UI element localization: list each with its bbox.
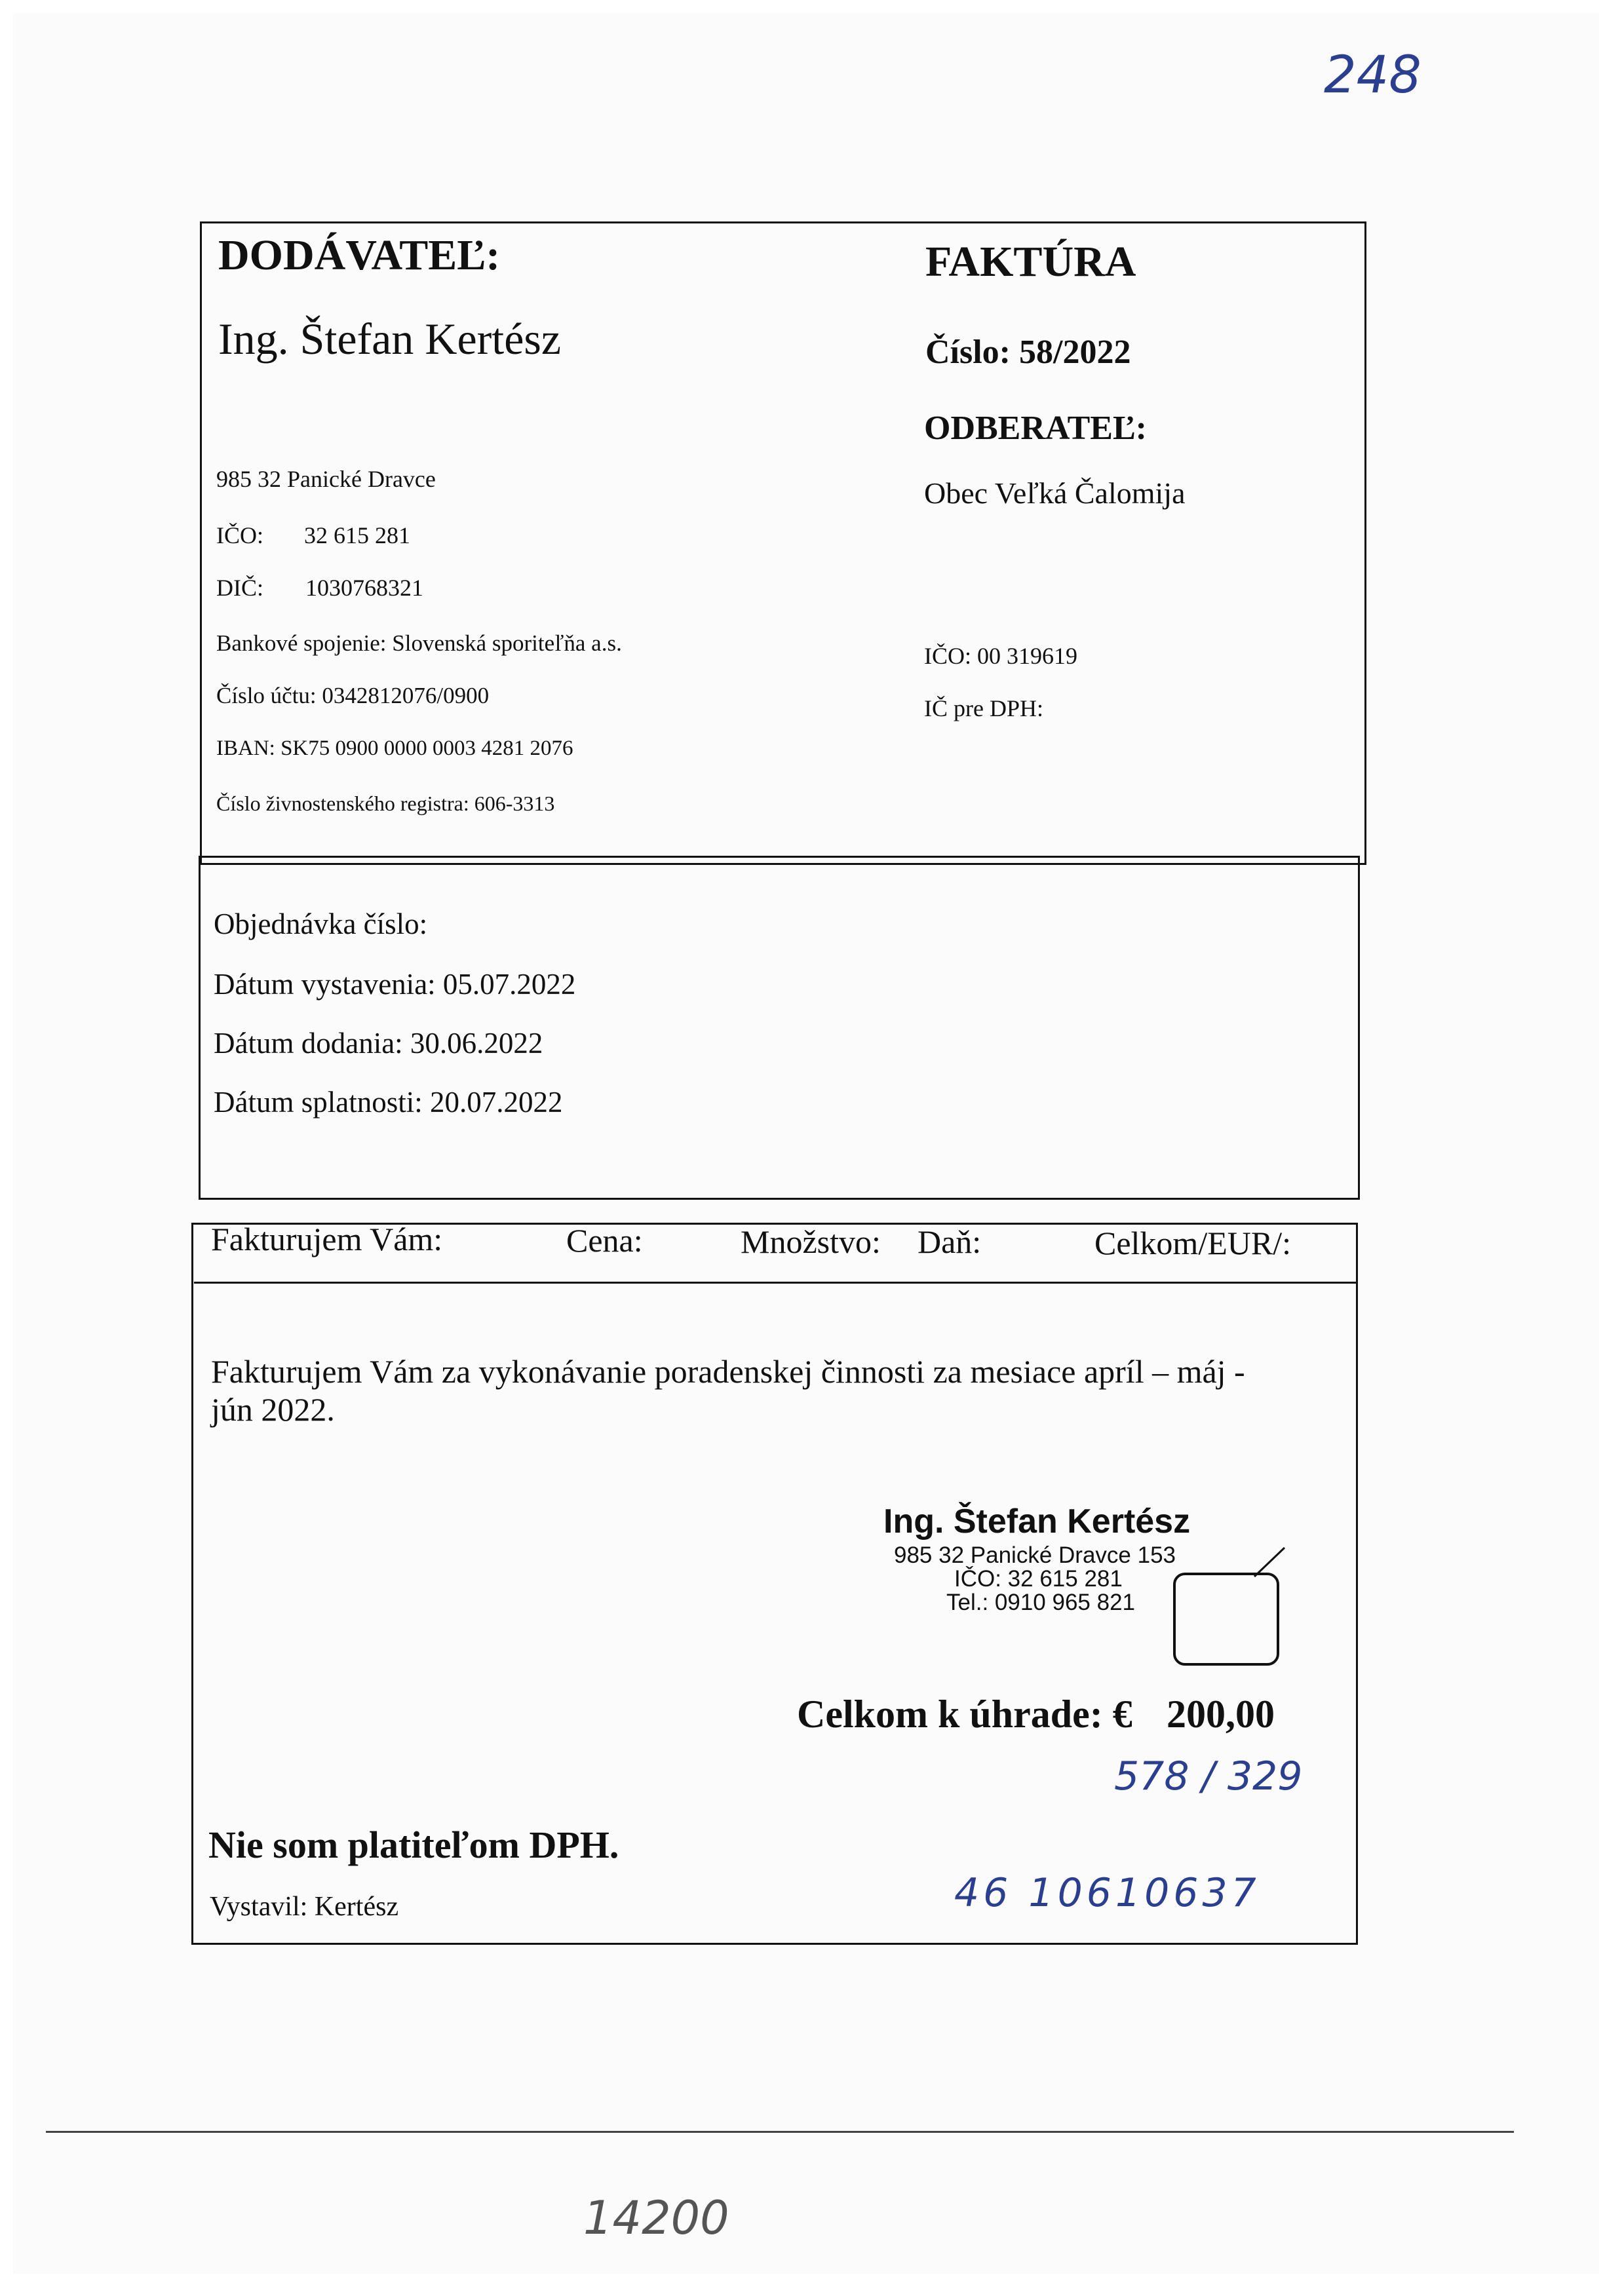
supplier-trade-register: Číslo živnostenského registra: 606-3313 — [216, 792, 555, 815]
bottom-rule — [46, 2131, 1514, 2133]
customer-ic-dph: IČ pre DPH: — [924, 695, 1043, 721]
delivery-date: Dátum dodania: 30.06.2022 — [214, 1027, 543, 1060]
vat-note: Nie som platiteľom DPH. — [208, 1824, 619, 1866]
supplier-iban: IBAN: SK75 0900 0000 0003 4281 2076 — [216, 737, 573, 760]
header-price: Cena: — [566, 1222, 643, 1259]
stamp-address: 985 32 Panické Dravce 153 — [894, 1542, 1176, 1568]
handwritten-page-number: 248 — [1324, 46, 1421, 105]
header-description: Fakturujem Vám: — [211, 1221, 443, 1257]
handwritten-code: 46 10610637 — [954, 1870, 1260, 1916]
customer-ico: IČO: 00 319619 — [924, 643, 1077, 669]
total-label: Celkom k úhrade: € — [797, 1693, 1132, 1736]
handwritten-reference: 578 / 329 — [1114, 1753, 1303, 1799]
due-date: Dátum splatnosti: 20.07.2022 — [214, 1086, 563, 1119]
supplier-ico-label: IČO: — [216, 522, 263, 548]
supplier-address: 985 32 Panické Dravce — [216, 466, 436, 492]
supplier-dic-label: DIČ: — [216, 575, 263, 601]
supplier-name: Ing. Štefan Kertész — [218, 314, 562, 364]
issued-by: Vystavil: Kertész — [210, 1892, 399, 1922]
invoice-number: Číslo: 58/2022 — [925, 334, 1131, 371]
invoice-title: FAKTÚRA — [925, 238, 1136, 286]
stamp-tel: Tel.: 0910 965 821 — [946, 1590, 1136, 1615]
header-total: Celkom/EUR/: — [1094, 1225, 1291, 1261]
supplier-ico: 32 615 281 — [304, 522, 410, 548]
item-description-line2: jún 2022. — [211, 1391, 335, 1428]
total-amount: 200,00 — [1167, 1693, 1275, 1736]
issue-date: Dátum vystavenia: 05.07.2022 — [214, 968, 576, 1001]
item-description-line1: Fakturujem Vám za vykonávanie poradenskej činnosti za mesiace apríl – máj - — [211, 1353, 1245, 1390]
customer-heading: ODBERATEĽ: — [924, 410, 1147, 447]
header-quantity: Množstvo: — [741, 1223, 881, 1260]
stamp-signature-mark — [1169, 1546, 1287, 1671]
handwritten-bottom-number: 14200 — [583, 2191, 729, 2245]
supplier-bank: Bankové spojenie: Slovenská sporiteľňa a.s. — [216, 630, 622, 656]
stamp-ico: IČO: 32 615 281 — [954, 1566, 1123, 1592]
supplier-account: Číslo účtu: 0342812076/0900 — [216, 683, 490, 708]
supplier-heading: DODÁVATEĽ: — [218, 231, 501, 279]
customer-name: Obec Veľká Čalomija — [924, 476, 1186, 510]
header-tax: Daň: — [918, 1223, 982, 1260]
stamp-name: Ing. Štefan Kertész — [883, 1502, 1191, 1540]
supplier-dic: 1030768321 — [305, 575, 423, 601]
order-number: Objednávka číslo: — [214, 908, 428, 940]
items-header-divider — [194, 1282, 1357, 1284]
